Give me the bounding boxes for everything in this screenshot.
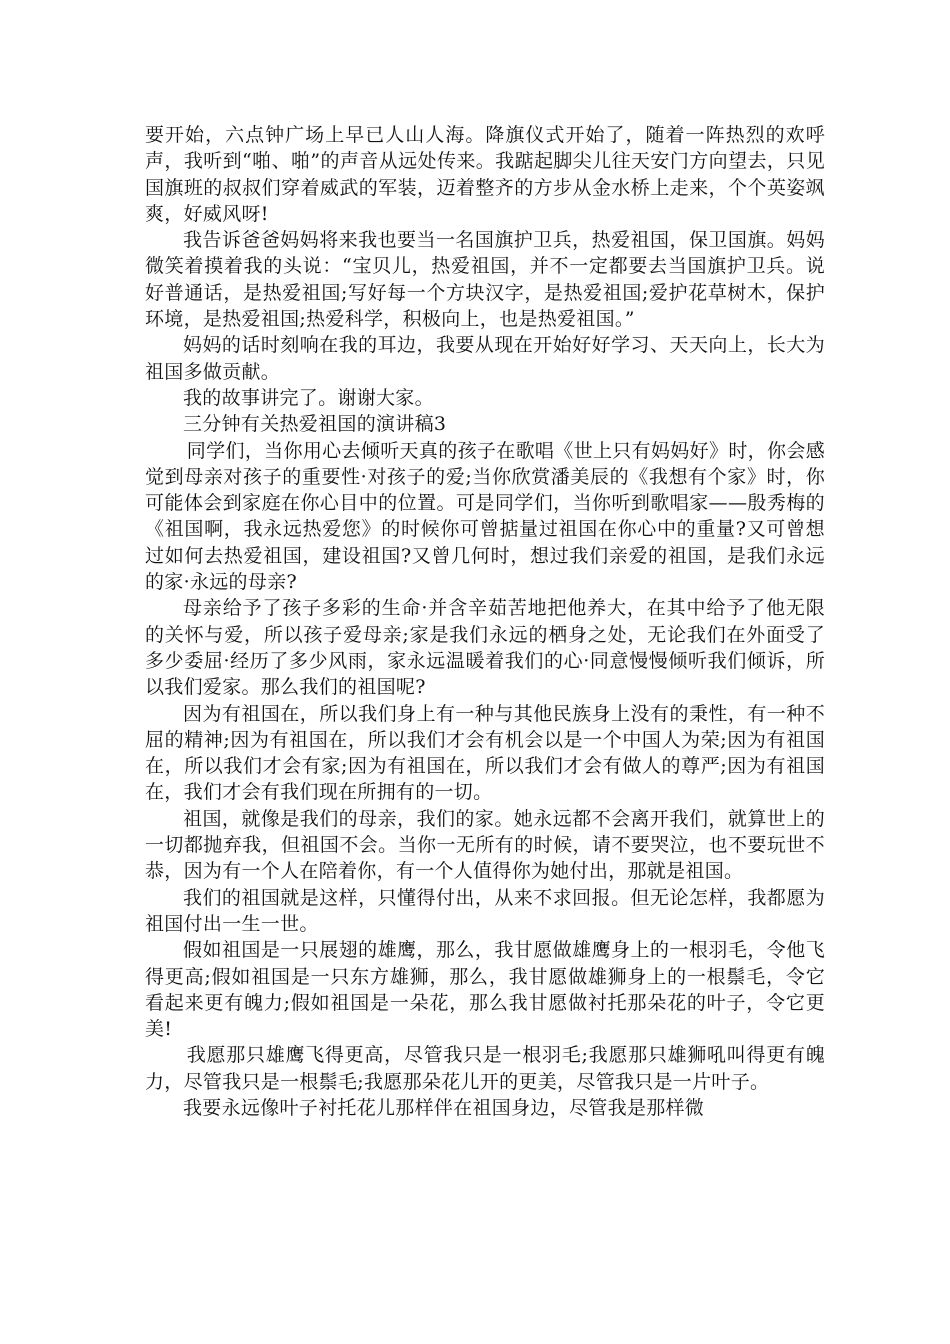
paragraph: 我的故事讲完了。谢谢大家。 <box>183 386 434 409</box>
paragraph: 母亲给予了孩子多彩的生命·并含辛茹苦地把他养大，在其中给予了他无限的关怀与爱，所以孩子爱母亲;家是我们永远的栖身之处，无论我们在外面受了多少委屈·经历了多少风雨，家永远温暖着我们的心·同意慢慢倾听我们倾诉，所以我们爱家。那么我们的祖国呢? <box>145 597 825 699</box>
paragraph: 我愿那只雄鹰飞得更高，尽管我只是一根羽毛;我愿那只雄狮吼叫得更有魄力，尽管我只是一根鬃毛;我愿那朵花儿开的更美，尽管我只是一片叶子。 <box>145 1044 825 1093</box>
paragraph: 祖国，就像是我们的母亲，我们的家。她永远都不会离开我们，就算世上的一切都抛弃我，但祖国不会。当你一无所有的时候，请不要哭泣，也不要玩世不恭，因为有一个人在陪着你，有一个人值得你为她付出，那就是祖国。 <box>145 807 825 883</box>
paragraph: 同学们，当你用心去倾听天真的孩子在歌唱《世上只有妈妈好》时，你会感觉到母亲对孩子的重要性·对孩子的爱;当你欣赏潘美辰的《我想有个家》时，你可能体会到家庭在你心目中的位置。可是同学们，当你听到歌唱家——殷秀梅的《祖国啊，我永远热爱您》的时候你可曾掂量过祖国在你心中的重量?又可曾想过如何去热爱祖国，建设祖国?又曾几何时，想过我们亲爱的祖国，是我们永远的家·永远的母亲? <box>145 439 825 594</box>
paragraph: 因为有祖国在，所以我们身上有一种与其他民族身上没有的秉性，有一种不屈的精神;因为有祖国在，所以我们才会有机会以是一个中国人为荣;因为有祖国在，所以我们才会有家;因为有祖国在，所以我们才会有做人的尊严;因为有祖国在，我们才会有我们现在所拥有的一切。 <box>145 702 825 804</box>
document-body <box>145 122 825 1121</box>
paragraph: 妈妈的话时刻响在我的耳边，我要从现在开始好好学习、天天向上，长大为祖国多做贡献。 <box>145 334 825 383</box>
paragraph: 我们的祖国就是这样，只懂得付出，从来不求回报。但无论怎样，我都愿为祖国付出一生一世。 <box>145 886 825 935</box>
paragraph: 我告诉爸爸妈妈将来我也要当一名国旗护卫兵，热爱祖国，保卫国旗。妈妈微笑着摸着我的头说：“宝贝儿，热爱祖国，并不一定都要去当国旗护卫兵。说好普通话，是热爱祖国;写好每一个方块汉字，是热爱祖国;爱护花草树木，保护环境，是热爱祖国;热爱科学，积极向上，也是热爱祖国。” <box>145 229 825 331</box>
paragraph: 假如祖国是一只展翅的雄鹰，那么，我甘愿做雄鹰身上的一根羽毛，令他飞得更高;假如祖国是一只东方雄狮，那么，我甘愿做雄狮身上的一根鬃毛，令它看起来更有魄力;假如祖国是一朵花，那么我甘愿做衬托那朵花的叶子，令它更美! <box>145 939 825 1041</box>
section-heading: 三分钟有关热爱祖国的演讲稿3 <box>183 413 447 436</box>
paragraph: 我要永远像叶子衬托花儿那样伴在祖国身边，尽管我是那样微 <box>183 1096 705 1119</box>
paragraph-continuation: 要开始，六点钟广场上早已人山人海。降旗仪式开始了，随着一阵热烈的欢呼声，我听到“啪、啪”的声音从远处传来。我踮起脚尖儿往天安门方向望去，只见国旗班的叔叔们穿着威武的军装，迈着整齐的方步从金水桥上走来，个个英姿飒爽，好威风呀! <box>145 124 825 225</box>
